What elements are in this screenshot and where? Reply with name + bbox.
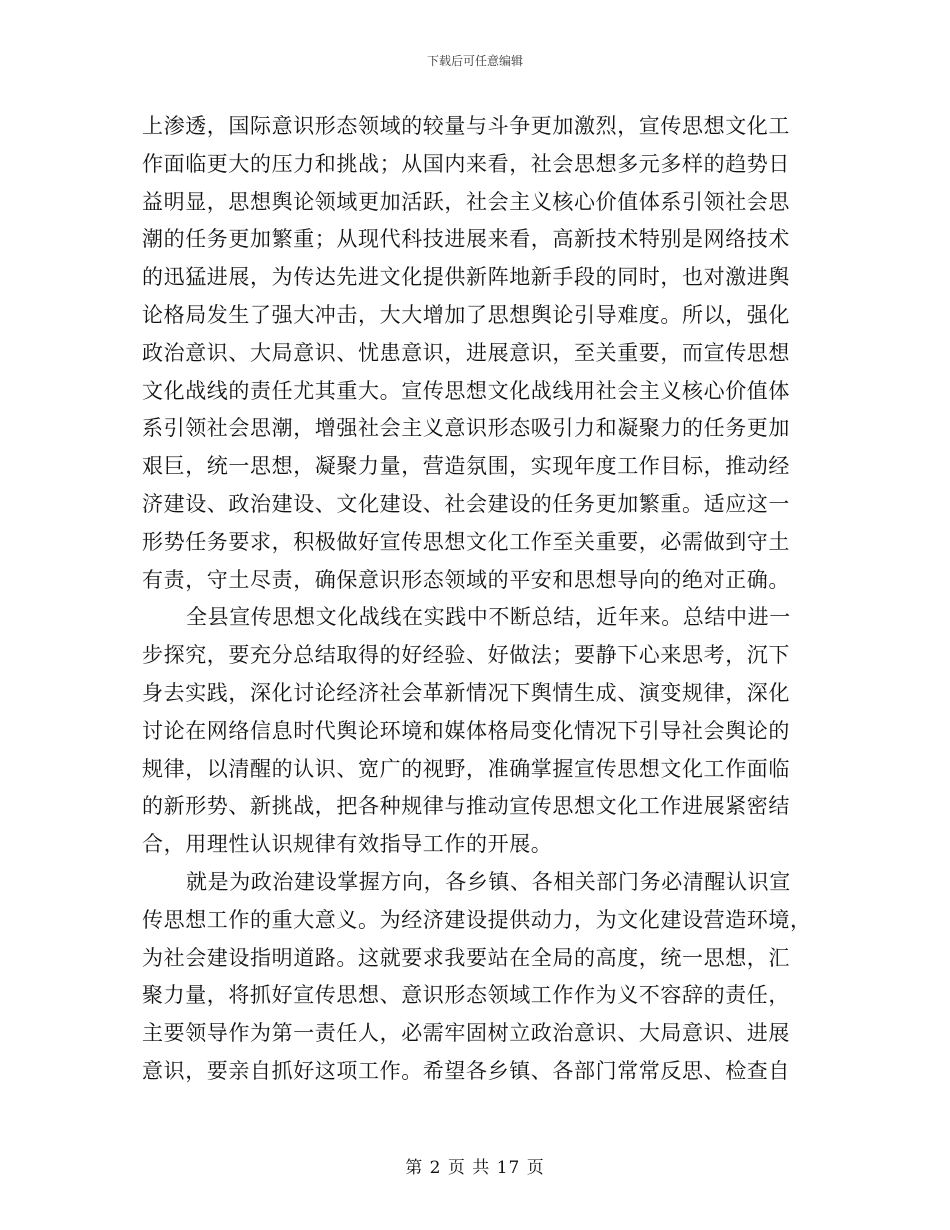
- page-header: 下载后可任意编辑: [426, 54, 523, 68]
- text-line: 聚力量，将抓好宣传思想、意识形态领域工作作为义不容辞的责任，: [142, 983, 790, 1008]
- text-line: 益明显，思想舆论领域更加活跃，社会主义核心价值体系引领社会思: [142, 189, 790, 214]
- text-line: 艰巨，统一思想，凝聚力量，营造氛围，实现年度工作目标，推动经: [142, 454, 790, 479]
- document-body: [142, 108, 812, 1091]
- text-line: 全县宣传思想文化战线在实践中不断总结，近年来。总结中进一: [186, 605, 791, 630]
- text-line: 规律，以清醒的认识、宽广的视野，准确掌握宣传思想文化工作面临: [142, 756, 790, 781]
- text-line: 主要领导作为第一责任人，必需牢固树立政治意识、大局意识、进展: [142, 1021, 790, 1046]
- text-line: 文化战线的责任尤其重大。宣传思想文化战线用社会主义核心价值体: [142, 378, 790, 403]
- text-line: 潮的任务更加繁重；从现代科技进展来看，高新技术特别是网络技术: [142, 227, 790, 252]
- text-line: 上渗透，国际意识形态领域的较量与斗争更加激烈，宣传思想文化工: [142, 114, 790, 138]
- text-line: 系引领社会思潮，增强社会主义意识形态吸引力和凝聚力的任务更加: [142, 416, 790, 441]
- text-line: 讨论在网络信息时代舆论环境和媒体格局变化情况下引导社会舆论的: [142, 718, 790, 743]
- text-line: 济建设、政治建设、文化建设、社会建设的任务更加繁重。适应这一: [142, 491, 790, 516]
- paragraph-2: [142, 599, 802, 864]
- text-line: 有责，守土尽责，确保意识形态领域的平安和思想导向的绝对正确。: [142, 567, 790, 592]
- text-line: 传思想工作的重大意义。为经济建设提供动力，为文化建设营造环境，: [142, 907, 812, 932]
- text-line: 形势任务要求，积极做好宣传思想文化工作至关重要，必需做到守土: [142, 529, 790, 554]
- text-line: 合，用理性认识规律有效指导工作的开展。: [142, 832, 553, 857]
- text-line: 的迅猛进展，为传达先进文化提供新阵地新手段的同时，也对激进舆: [142, 265, 790, 290]
- text-line: 政治意识、大局意识、忧患意识，进展意识，至关重要，而宣传思想: [142, 340, 790, 365]
- text-line: 论格局发生了强大冲击，大大增加了思想舆论引导难度。所以，强化: [142, 302, 790, 327]
- text-line: 步探究，要充分总结取得的好经验、好做法；要静下心来思考，沉下: [142, 643, 790, 668]
- text-line: 意识，要亲自抓好这项工作。希望各乡镇、各部门常常反思、检查自: [142, 1058, 790, 1083]
- text-line: 就是为政治建设掌握方向，各乡镇、各相关部门务必清醒认识宣: [186, 869, 791, 894]
- text-line: 的新形势、新挑战，把各种规律与推动宣传思想文化工作进展紧密结: [142, 794, 790, 819]
- paragraph-3: [142, 864, 812, 1091]
- page-number-footer: 第 2 页 共 17 页: [405, 1158, 545, 1178]
- paragraph-1: [142, 108, 802, 599]
- text-line: 为社会建设指明道路。这就要求我要站在全局的高度，统一思想，汇: [142, 945, 790, 970]
- text-line: 身去实践，深化讨论经济社会革新情况下舆情生成、演变规律，深化: [142, 680, 790, 705]
- text-line: 作面临更大的压力和挑战；从国内来看，社会思想多元多样的趋势日: [142, 151, 790, 176]
